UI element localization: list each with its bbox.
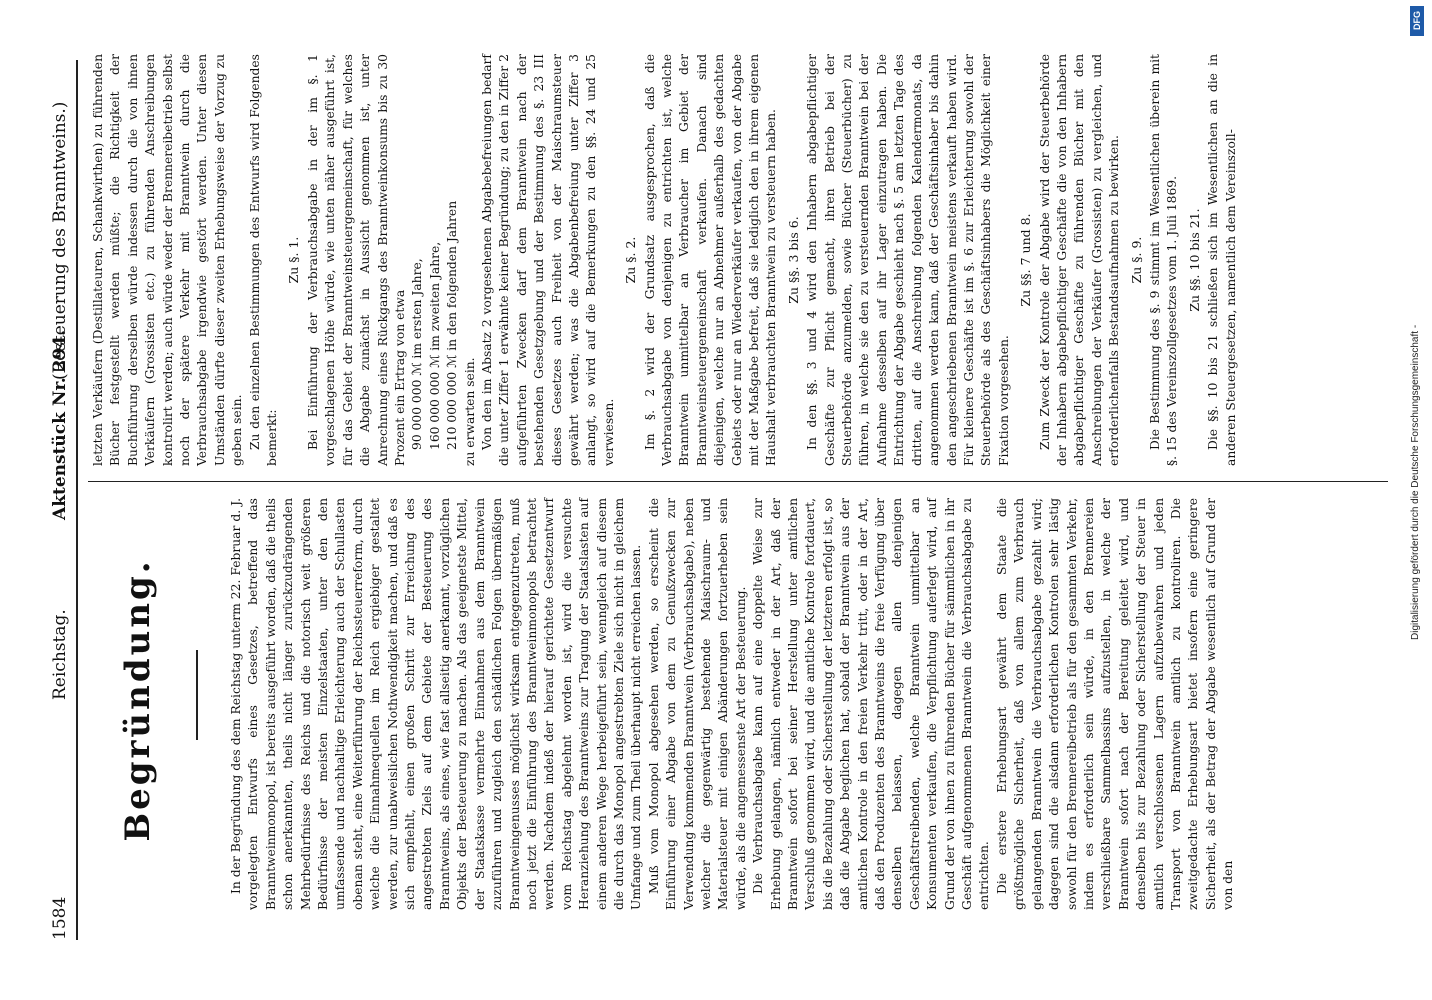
paragraph: Muß vom Monopol abgesehen werden, so erscheint die Einführung einer Abgabe von dem zu Genußzwecken zur Verwendung kommenden Branntwein (Verbrauchsabgabe), neben welcher die gegenwärtig bestehende Maischraum- und Materialsteuer mit einigen Abänderungen fortzuerheben sein würde, als die angemessenste Art der Besteuerung. — [646, 498, 748, 910]
column-divider — [88, 481, 1388, 482]
section-heading: Zu §§. 3 bis 6. — [785, 216, 801, 304]
header-right-label: (Besteuerung des Branntweins.) — [50, 101, 70, 380]
paragraph: Zum Zweck der Kontrole der Abgabe wird der Steuerbehörde der Inhabern abgabepflichtiger Geschäfte die von den Inhabern abgabepflichtiger Geschäfte zu führenden Bücher mit den Anschreibungen der Verkäufer (Grossisten) zu vergleichen, und erforderlichenfalls Bestandsaufnahmen zu bewirken. — [1037, 54, 1122, 466]
section-heading: Zu §. 9. — [1128, 236, 1144, 284]
paragraph: Im §. 2 wird der Grundsatz ausgesprochen, daß die Verbrauchsabgabe von denjenigen zu entrichten ist, welche Branntwein unmittelbar an Verbraucher im Gebiet der Branntweinsteuergemeinschaft verkaufen. Danach sind diejenigen, welche nur an Abnehmer außerhalb des gedachten Gebiets oder nur an Wiederverkäufer verkaufen, von der Abgabe mit der Maßgabe befreit, daß sie lediglich den in ihrem eigenen Haushalt verbrauchten Branntwein zu versteuern haben. — [642, 54, 779, 466]
section-title: Begründung. — [118, 558, 158, 842]
section-heading: Zu §§. 10 bis 21. — [1186, 208, 1202, 312]
paragraph: Bei Einführung der Verbrauchsabgabe in der im §. 1 vorgeschlagenen Höhe würde, wie unten näher ausgeführt ist, für das Gebiet der Branntweinsteuergemeinschaft, für welches die Abgabe zunächst in Aussicht genommen ist, unter Anrechnung eines Rückgangs des Branntweinkonsums bis zu 30 Prozent ein Ertrag von etwa — [305, 54, 407, 466]
section-heading: Zu §§. 7 und 8. — [1018, 213, 1034, 307]
credit-text: Digitalisierung gefördert durch die Deutsche Forschungsgemeinschaft - — [1410, 324, 1421, 640]
digitization-credit — [1392, 0, 1432, 1000]
header-rule — [76, 60, 78, 940]
amount-line: 210 000 000 ℳ in den folgenden Jahren — [445, 200, 460, 450]
amount-line: 90 000 000 ℳ im ersten Jahre, — [410, 258, 425, 450]
paragraph: Zu den einzelnen Bestimmungen des Entwurfs wird Folgendes bemerkt: — [247, 54, 280, 466]
header-left-label: Reichstag. — [50, 609, 70, 700]
paragraph: letzten Verkäufern (Destillateuren, Schankwirthen) zu führenden Bücher festgestellt werden müßte; die Richtigkeit der Buchführung derselben würde indessen durch die von ihnen Verkäufern (Grossisten etc.) zu führenden Anschreibungen kontrolirt werden; auch würde weder der Brennereibetrieb selbst noch der spätere Verkehr mit Branntwein durch die Verbrauchsabgabe irgendwie gestört werden. Unter diesen Umständen dürfte dieser zweiten Erhebungsweise der Vorzug zu geben sein. — [91, 54, 245, 466]
paragraph: Von den im Absatz 2 vorgesehenen Abgabebefreiungen bedarf die unter Ziffer 1 erwähnte keiner Begründung; zu den in Ziffer 2 aufgeführten Zwecken darf dem Branntwein nach der bestehenden Gesetzgebung und der Bestimmung des §. 23 III dieses Gesetzes auch Freiheit von der Maischraumsteuer gewährt werden; was die Abgabenbefreiung unter Ziffer 3 anlangt, so wird auf die Bemerkungen zu den §§. 24 und 25 verwiesen. — [479, 54, 616, 466]
paragraph: zu erwarten sein. — [462, 357, 477, 466]
section-heading: Zu §. 2. — [623, 236, 639, 284]
paragraph: In den §§. 3 und 4 wird den Inhabern abgabepflichtiger Geschäfte zur Pflicht gemacht, ihren Betrieb bei der Steuerbehörde anzumelden, sowie Bücher (Steuerbücher) zu führen, in welche sie den zu versteuernden Branntwein bei der Aufnahme desselben auf ihr Lager einzutragen haben. Die Entrichtung der Abgabe geschieht nach §. 5 am letzten Tage des dritten, auf die Anschreibung folgenden Kalendermonats, da angenommen werden kann, daß der Geschäftsinhaber bis dahin den angeschriebenen Branntwein meistens verkauft haben wird. Für kleinere Geschäfte ist im §. 6 zur Erleichterung sowohl der Steuerbehörde als des Geschäftsinhabers die Möglichkeit einer Fixation vorgesehen. — [805, 54, 1011, 466]
paragraph: Die Bestimmung des §. 9 stimmt im Wesentlichen überein mit §. 15 des Vereinszollgesetzes vom 1. Juli 1869. — [1147, 54, 1180, 466]
left-column — [228, 498, 1238, 910]
paragraph: Die §§. 10 bis 21 schließen sich im Wesentlichen an die in anderen Steuergesetzen, namentlich dem Vereinszoll- — [1206, 54, 1238, 466]
right-column — [90, 54, 1240, 466]
title-rule — [196, 650, 198, 740]
page-number: 1584 — [50, 896, 70, 940]
paragraph: Die erstere Erhebungsart gewährt dem Staate die größtmögliche Sicherheit, daß von allem zum Verbrauch gelangenden Branntwein die Verbrauchsabgabe gezahlt wird; dagegen sind die alsdann erforderlichen Kontrolen sehr lästig sowohl für den Brennereibetrieb als für den gesammten Verkehr, indem es erforderlich sein würde, in den Brennereien verschließbare Sammelbassins aufzustellen, in welche der Branntwein sofort nach der Bereitung geleitet wird, und denselben bis zur Bezahlung oder Sicherstellung der Steuer in amtlich verschlossenen Lagern aufzubewahren und jeden Transport von Branntwein amtlich zu kontroliren. Die zweitgedachte Erhebungsart bietet insofern eine geringere Sicherheit, als der Betrag der Abgabe wesentlich auf Grund der von den — [994, 498, 1236, 910]
header-center-label: Aktenstück Nr. 294. — [50, 329, 70, 520]
paragraph: Die Verbrauchsabgabe kann auf eine doppelte Weise zur Erhebung gelangen, nämlich entweder in der Art, daß der Branntwein sofort bei seiner Herstellung unter amtlichen Verschluß genommen wird, und die amtliche Kontrole fortdauert, bis die Bezahlung oder Sicherstellung der letzteren erfolgt ist, so daß die Abgabe beglichen hat, sobald der Branntwein aus der amtlichen Kontrole in den freien Verkehr tritt, oder in der Art, daß den Produzenten des Branntweins die freie Verfügung über denselben belassen, dagegen allen denjenigen Geschäftstreibenden, welche Branntwein unmittelbar an Konsumenten verkaufen, die Verpflichtung auferlegt wird, auf Grund der von ihnen zu führenden Bücher für sämmtlichen in ihr Geschäft aufgenommenen Branntwein die Verbrauchsabgabe zu entrichten. — [751, 498, 992, 910]
section-heading: Zu §. 1. — [286, 236, 302, 284]
dfg-logo: DFG — [1410, 6, 1424, 36]
paragraph: In der Begründung des dem Reichstag unterm 22. Februar d. J. vorgelegten Entwurfs eines Gesetzes, betreffend das Branntweinmonopol, ist bereits ausgeführt worden, daß die theils schon anerkannten, theils nicht länger zurückzudrängenden Mehrbedürfnisse des Reichs und die notorisch weit größeren Bedürfnisse der meisten Einzelstaaten, unter den den umfassende und nachhaltige Erleichterung auch der Schullasten obenan steht, eine Weiterführung der Reichssteuerreform, durch welche die Einnahmequellen im Reich ergiebiger gestaltet werden, zur unabweislichen Nothwendigkeit machen, und daß es sich empfiehlt, einen großen Schritt zur Erreichung des angestrebten Ziels auf dem Gebiete der Besteuerung des Branntweins, als eines, wie fast allseitig anerkannt, vorzüglichen Objekts der Besteuerung zu machen. Als das geeignetste Mittel, der Staatskasse vermehrte Einnahmen aus dem Branntwein zuzuführen und zugleich den schädlichen Folgen übermäßigen Branntweingenusses möglichst wirksam entgegenzutreten, muß noch jetzt die Einführung des Branntweinmonopols betrachtet werden. Nachdem indeß der hierauf gerichtete Gesetzentwurf vom Reichstag abgelehnt worden ist, wird die versuchte Heranziehung des Branntweins zur Tragung der Staatslasten auf einem anderen Wege herbeigeführt sein, wenngleich auf diesem die durch das Monopol angestrebten Ziele sich nicht in gleichem Umfange und zum Theil überhaupt nicht erreichen lassen. — [229, 498, 644, 910]
amount-line: 160 000 000 ℳ im zweiten Jahre, — [427, 241, 442, 450]
